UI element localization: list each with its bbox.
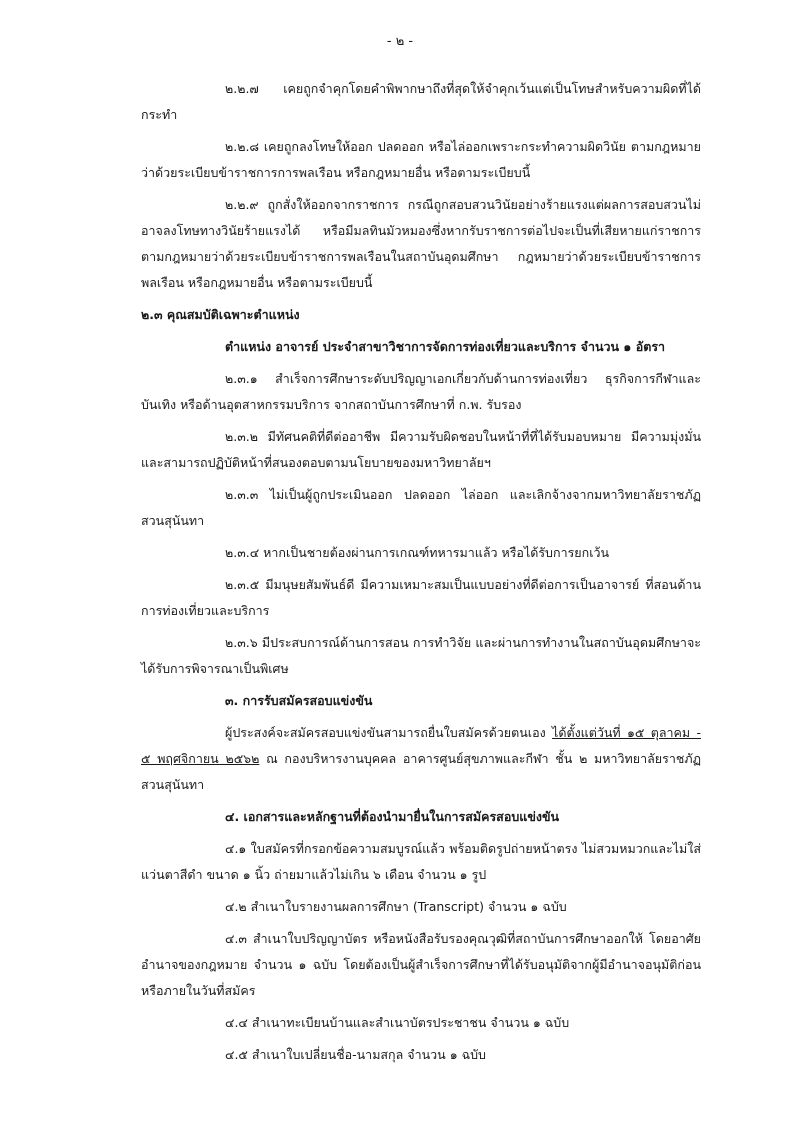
clause-2-3-5: ๒.๓.๕ มีมนุษยสัมพันธ์ดี มีความเหมาะสมเป็นแบบอย่างที่ดีต่อการเป็นอาจารย์ ที่สอนด้านการท่องเที่ยวและบริการ [141, 577, 701, 618]
clause-4-5: ๔.๕ สำเนาใบเปลี่ยนชื่อ-นามสกุล จำนวน ๑ ฉบับ [225, 1047, 486, 1062]
section-heading-2-3: ๒.๓ คุณสมบัติเฉพาะตำแหน่ง [141, 307, 300, 322]
clause-2-3-3: ๒.๓.๓ ไม่เป็นผู้ถูกประเมินออก ปลดออก ไล่ออก และเลิกจ้างจากมหาวิทยาลัยราชภัฏสวนสุนันทา [141, 487, 701, 528]
clause-4-1: ๔.๑ ใบสมัครที่กรอกข้อความสมบูรณ์แล้ว พร้อมติดรูปถ่ายหน้าตรง ไม่สวมหมวกและไม่ใส่แว่นตาสีดำ ขนาด ๑ นิ้ว ถ่ายมาแล้วไม่เกิน ๖ เดือน จำนวน ๑ รูป [141, 841, 701, 882]
clause-4-4: ๔.๔ สำเนาทะเบียนบ้านและสำเนาบัตรประชาชน จำนวน ๑ ฉบับ [225, 1015, 570, 1030]
clause-2-3-4: ๒.๓.๔ หากเป็นชายต้องผ่านการเกณฑ์ทหารมาแล้ว หรือได้รับการยกเว้น [225, 545, 610, 560]
position-heading: ตำแหน่ง อาจารย์ ประจำสาขาวิชาการจัดการท่องเที่ยวและบริการ จำนวน ๑ อัตรา [225, 339, 666, 354]
clause-4-2: ๔.๒ สำเนาใบรายงานผลการศึกษา (Transcript) จำนวน ๑ ฉบับ [225, 899, 567, 914]
clause-2-3-6: ๒.๓.๖ มีประสบการณ์ด้านการสอน การทำวิจัย และผ่านการทำงานในสถาบันอุดมศึกษาจะได้รับการพิจารณาเป็นพิเศษ [141, 635, 701, 676]
clause-2-2-9: ๒.๒.๙ ถูกสั่งให้ออกจากราชการ กรณีถูกสอบสวนวินัยอย่างร้ายแรงแต่ผลการสอบสวนไม่อาจลงโทษทางวินัยร้ายแรงได้ หรือมีมลทินมัวหมองซึ่งหากรับราชการต่อไปจะเป็นที่เสียหายแก่ราชการ ตามกฎหมายว่าด้วยระเบียบข้าราชการพลเรือนในสถาบันอุดมศึกษา กฎหมายว่าด้วยระเบียบข้าราชการพลเรือน หรือกฎหมายอื่น หรือตามระเบียบนี้ [141, 197, 701, 290]
section-heading-3: ๓. การรับสมัครสอบแข่งขัน [225, 693, 373, 708]
application-period: ได้ตั้งแต่วันที่ ๑๕ ตุลาคม - ๕ พฤศจิกายน ๒๕๖๒ [141, 725, 701, 766]
clause-4-3: ๔.๓ สำเนาใบปริญญาบัตร หรือหนังสือรับรองคุณวุฒิที่สถาบันการศึกษาออกให้ โดยอาศัยอำนาจของกฎหมาย จำนวน ๑ ฉบับ โดยต้องเป็นผู้สำเร็จการศึกษาที่ได้รับอนุมัติจากผู้มีอำนาจอนุมัติก่อนหรือภายในวันที่สมัคร [141, 931, 701, 998]
document-body [141, 76, 701, 1074]
clause-3-application [141, 720, 701, 798]
clause-2-3-1: ๒.๓.๑ สำเร็จการศึกษาระดับปริญญาเอกเกี่ยวกับด้านการท่องเที่ยว ธุรกิจการกีฬาและบันเทิง หรือด้านอุตสาหกรรมบริการ จากสถาบันการศึกษาที่ ก.พ. รับรอง [141, 371, 701, 412]
application-intro: ผู้ประสงค์จะสมัครสอบแข่งขันสามารถยื่นใบสมัครด้วยตนเอง [225, 725, 546, 740]
page-number: - ๒ - [386, 34, 414, 49]
section-heading-4: ๔. เอกสารและหลักฐานที่ต้องนำมายื่นในการสมัครสอบแข่งขัน [225, 809, 560, 824]
application-location: ณ กองบริหารงานบุคคล อาคารศูนย์สุขภาพและกีฬา ชั้น ๒ มหาวิทยาลัยราชภัฏสวนสุนันทา [141, 751, 701, 792]
clause-2-3-2: ๒.๓.๒ มีทัศนคติที่ดีต่ออาชีพ มีความรับผิดชอบในหน้าที่ที่ได้รับมอบหมาย มีความมุ่งมั่นและสามารถปฏิบัติหน้าที่สนองตอบตามนโยบายของมหาวิทยาลัยฯ [141, 429, 701, 470]
clause-2-2-8: ๒.๒.๘ เคยถูกลงโทษให้ออก ปลดออก หรือไล่ออกเพราะกระทำความผิดวินัย ตามกฎหมายว่าด้วยระเบียบข้าราชการการพลเรือน หรือกฎหมายอื่น หรือตามระเบียบนี้ [141, 139, 701, 180]
clause-2-2-7: ๒.๒.๗ เคยถูกจำคุกโดยคำพิพากษาถึงที่สุดให้จำคุกเว้นแต่เป็นโทษสำหรับความผิดที่ได้กระทำ [141, 81, 701, 122]
